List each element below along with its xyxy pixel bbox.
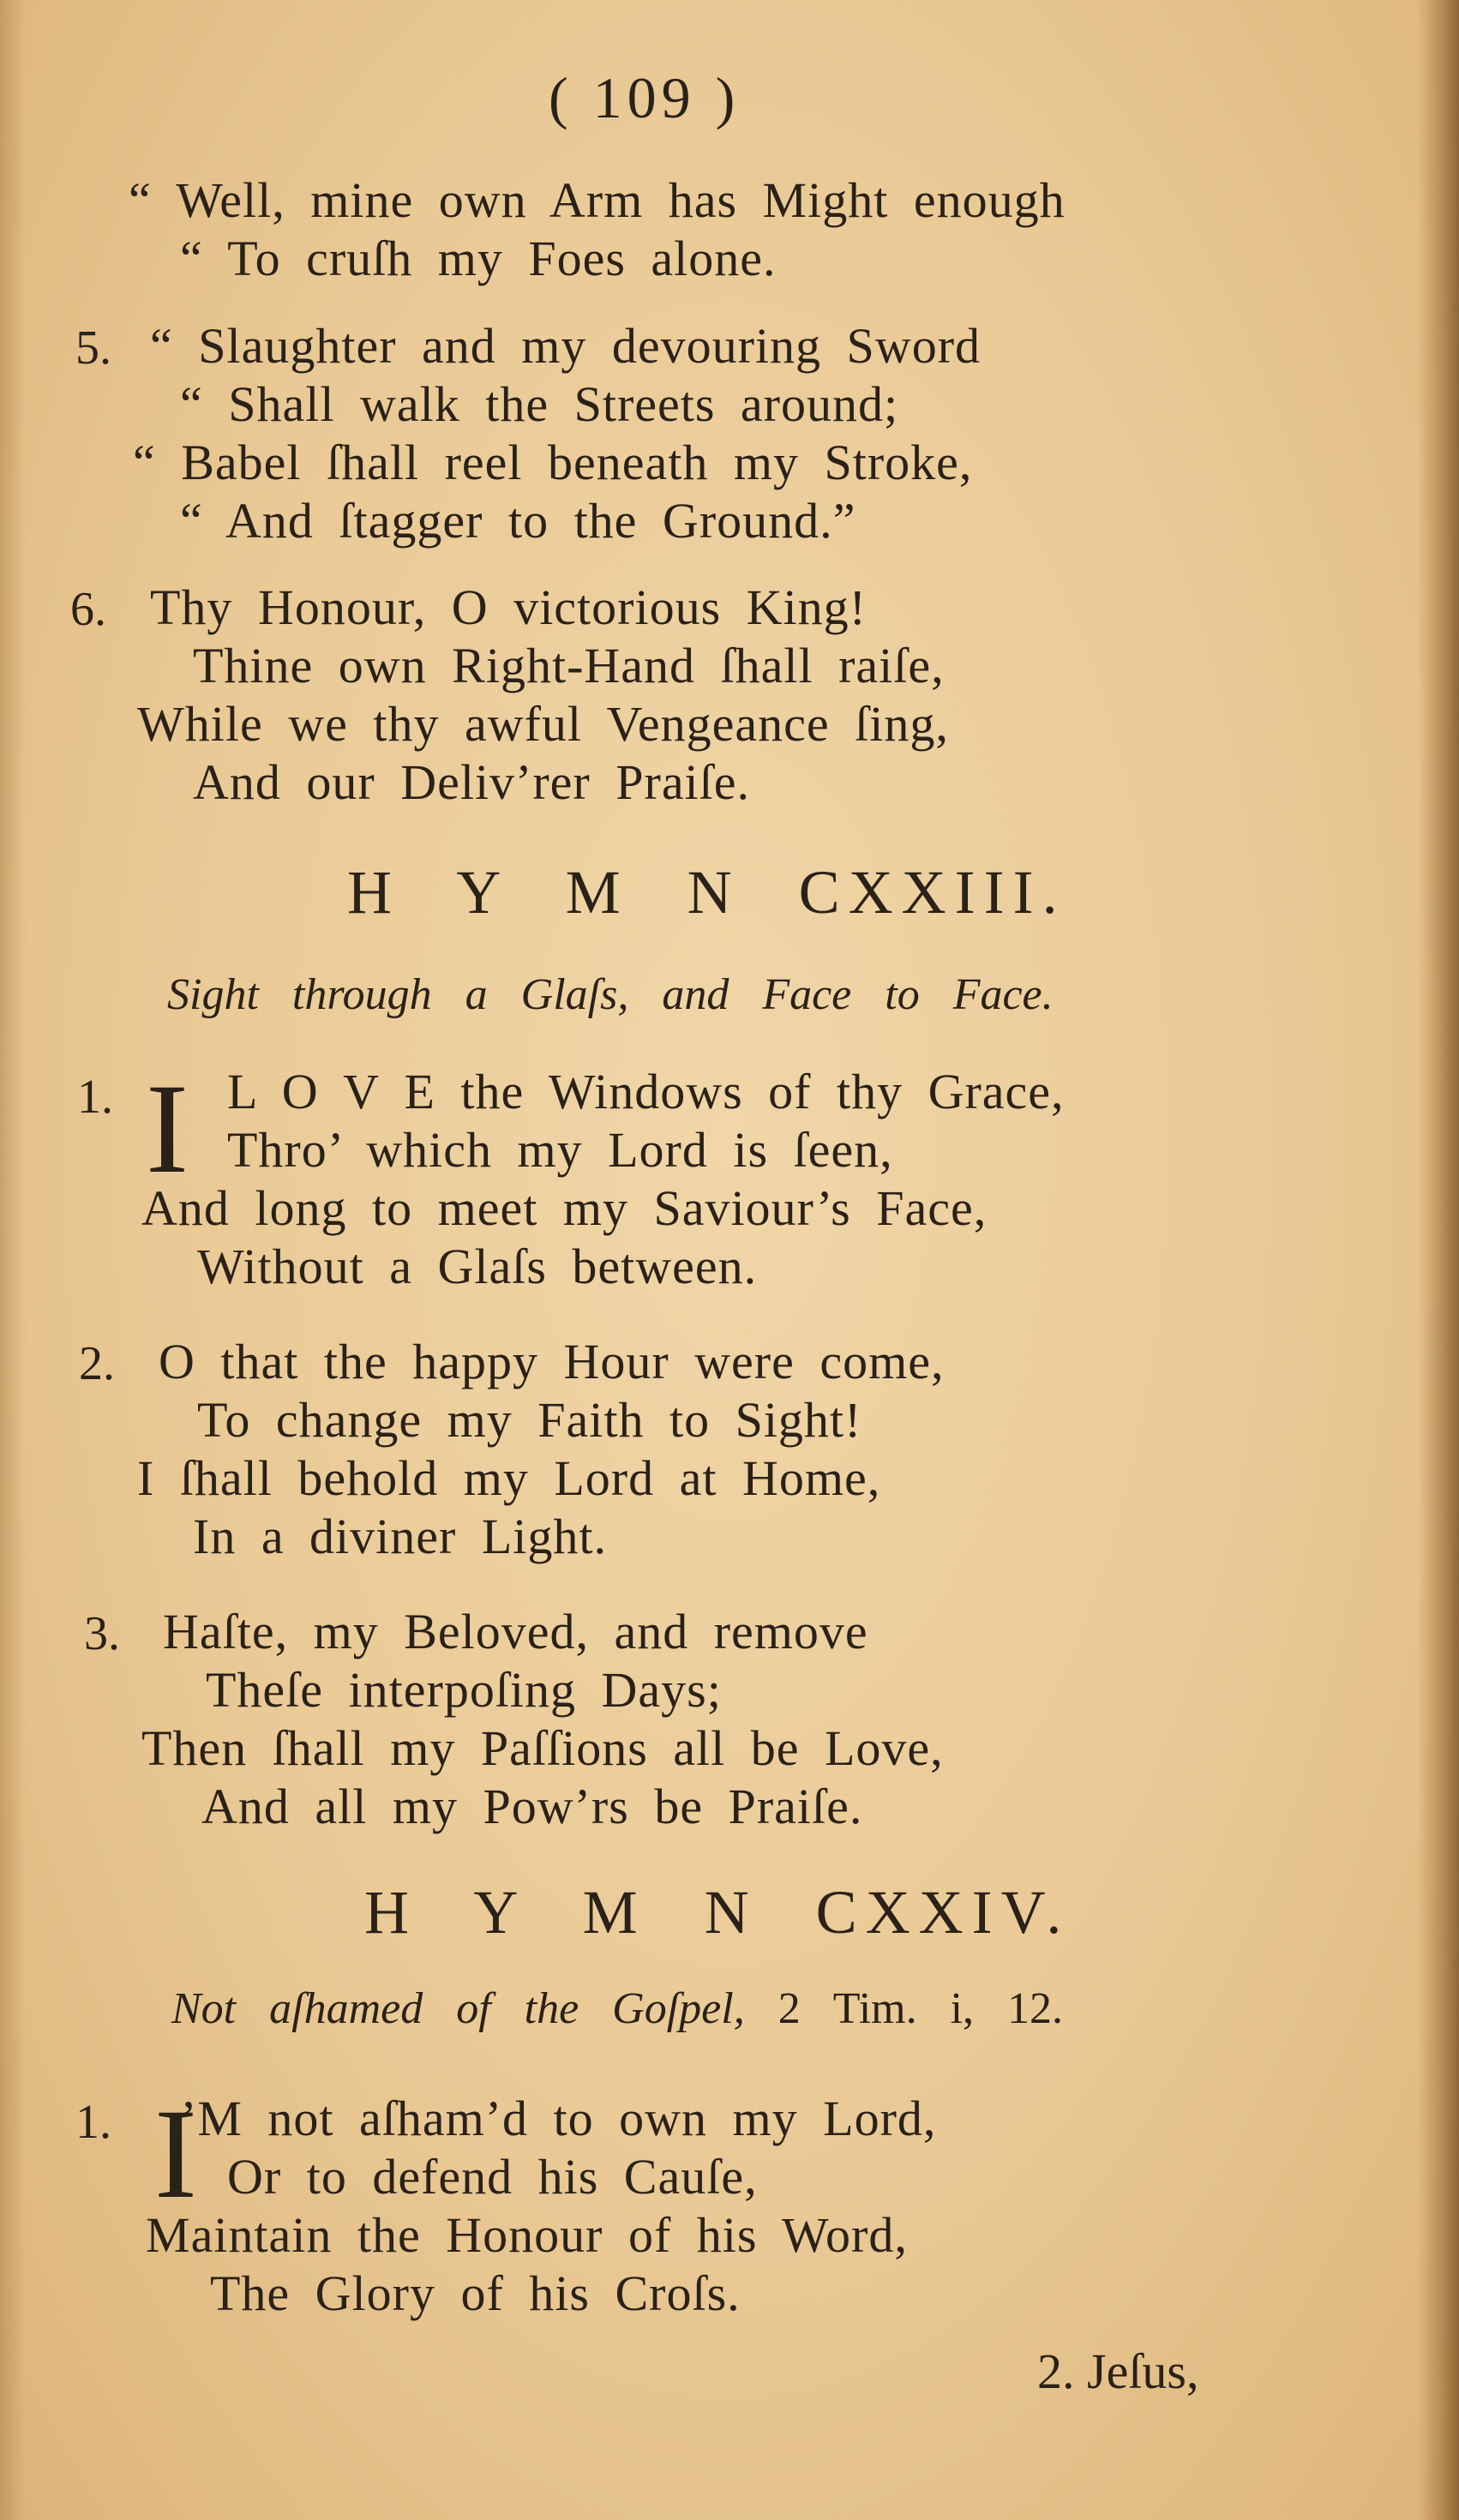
- verse-line: Or to defend his Cauſe,: [227, 2149, 758, 2205]
- catchword: 2. Jeſus,: [1037, 2343, 1199, 2399]
- verse-line: “ Babel ſhall reel beneath my Stroke,: [133, 435, 973, 490]
- verse-line: While we thy awful Vengeance ſing,: [137, 696, 949, 752]
- stanza-number: 1.: [75, 2096, 111, 2149]
- verse-line: And long to meet my Saviour’s Face,: [141, 1180, 988, 1236]
- hymn-subtitle: Sight through a Glaſs, and Face to Face.: [167, 970, 1054, 1019]
- page-number: ( 109 ): [549, 65, 741, 130]
- drop-capital: I: [154, 2083, 197, 2225]
- hymn-subtitle: [171, 1984, 1064, 2033]
- hymn-heading: H Y M N CXXIII.: [347, 858, 1066, 927]
- verse-line: Thy Honour, O victorious King!: [150, 579, 867, 635]
- verse-line: O that the happy Hour were come,: [159, 1334, 945, 1389]
- verse-line: “ Shall walk the Streets around;: [180, 376, 899, 432]
- drop-capital: I: [146, 1058, 189, 1200]
- verse-line: And all my Pow’rs be Praiſe.: [201, 1779, 863, 1834]
- verse-line: ’M not aſham’d to own my Lord,: [180, 2091, 937, 2146]
- verse-line: “ Slaughter and my devouring Sword: [150, 318, 982, 374]
- stanza-number: 6.: [70, 583, 106, 636]
- verse-line: L O V E the Windows of thy Grace,: [227, 1064, 1065, 1119]
- verse-line: In a diviner Light.: [193, 1509, 608, 1564]
- stanza-number: 1.: [77, 1071, 113, 1124]
- verse-line: Then ſhall my Paſſions all be Love,: [141, 1720, 944, 1776]
- scripture-reference: 2 Tim. i, 12.: [778, 1984, 1064, 2033]
- verse-line: And our Deliv’rer Praiſe.: [193, 754, 751, 810]
- verse-line: Thro’ which my Lord is ſeen,: [227, 1122, 893, 1178]
- verse-line: To change my Faith to Sight!: [197, 1392, 862, 1448]
- verse-line: I ſhall behold my Lord at Home,: [137, 1450, 881, 1506]
- verse-line: Without a Glaſs between.: [197, 1239, 758, 1294]
- verse-line: “ And ſtagger to the Ground.”: [180, 493, 856, 549]
- verse-line: Haſte, my Beloved, and remove: [163, 1604, 868, 1659]
- verse-line: Theſe interpoſing Days;: [206, 1662, 722, 1718]
- page-edge-shadow-left: [0, 0, 26, 2520]
- stanza-number: 2.: [79, 1337, 115, 1390]
- subtitle-italic: Not aſhamed of the Goſpel,: [171, 1984, 745, 2033]
- stanza-number: 5.: [75, 321, 111, 375]
- verse-line: Thine own Right-Hand ſhall raiſe,: [193, 638, 945, 693]
- verse-line: The Glory of his Croſs.: [210, 2265, 741, 2321]
- stanza-number: 3.: [84, 1607, 120, 1660]
- verse-line: “ To cruſh my Foes alone.: [180, 231, 777, 286]
- verse-line: “ Well, mine own Arm has Might enough: [129, 172, 1066, 228]
- verse-line: Maintain the Honour of his Word,: [146, 2207, 908, 2263]
- hymn-heading: H Y M N CXXIV.: [364, 1878, 1071, 1947]
- page-edge-shadow-right: [1418, 0, 1459, 2520]
